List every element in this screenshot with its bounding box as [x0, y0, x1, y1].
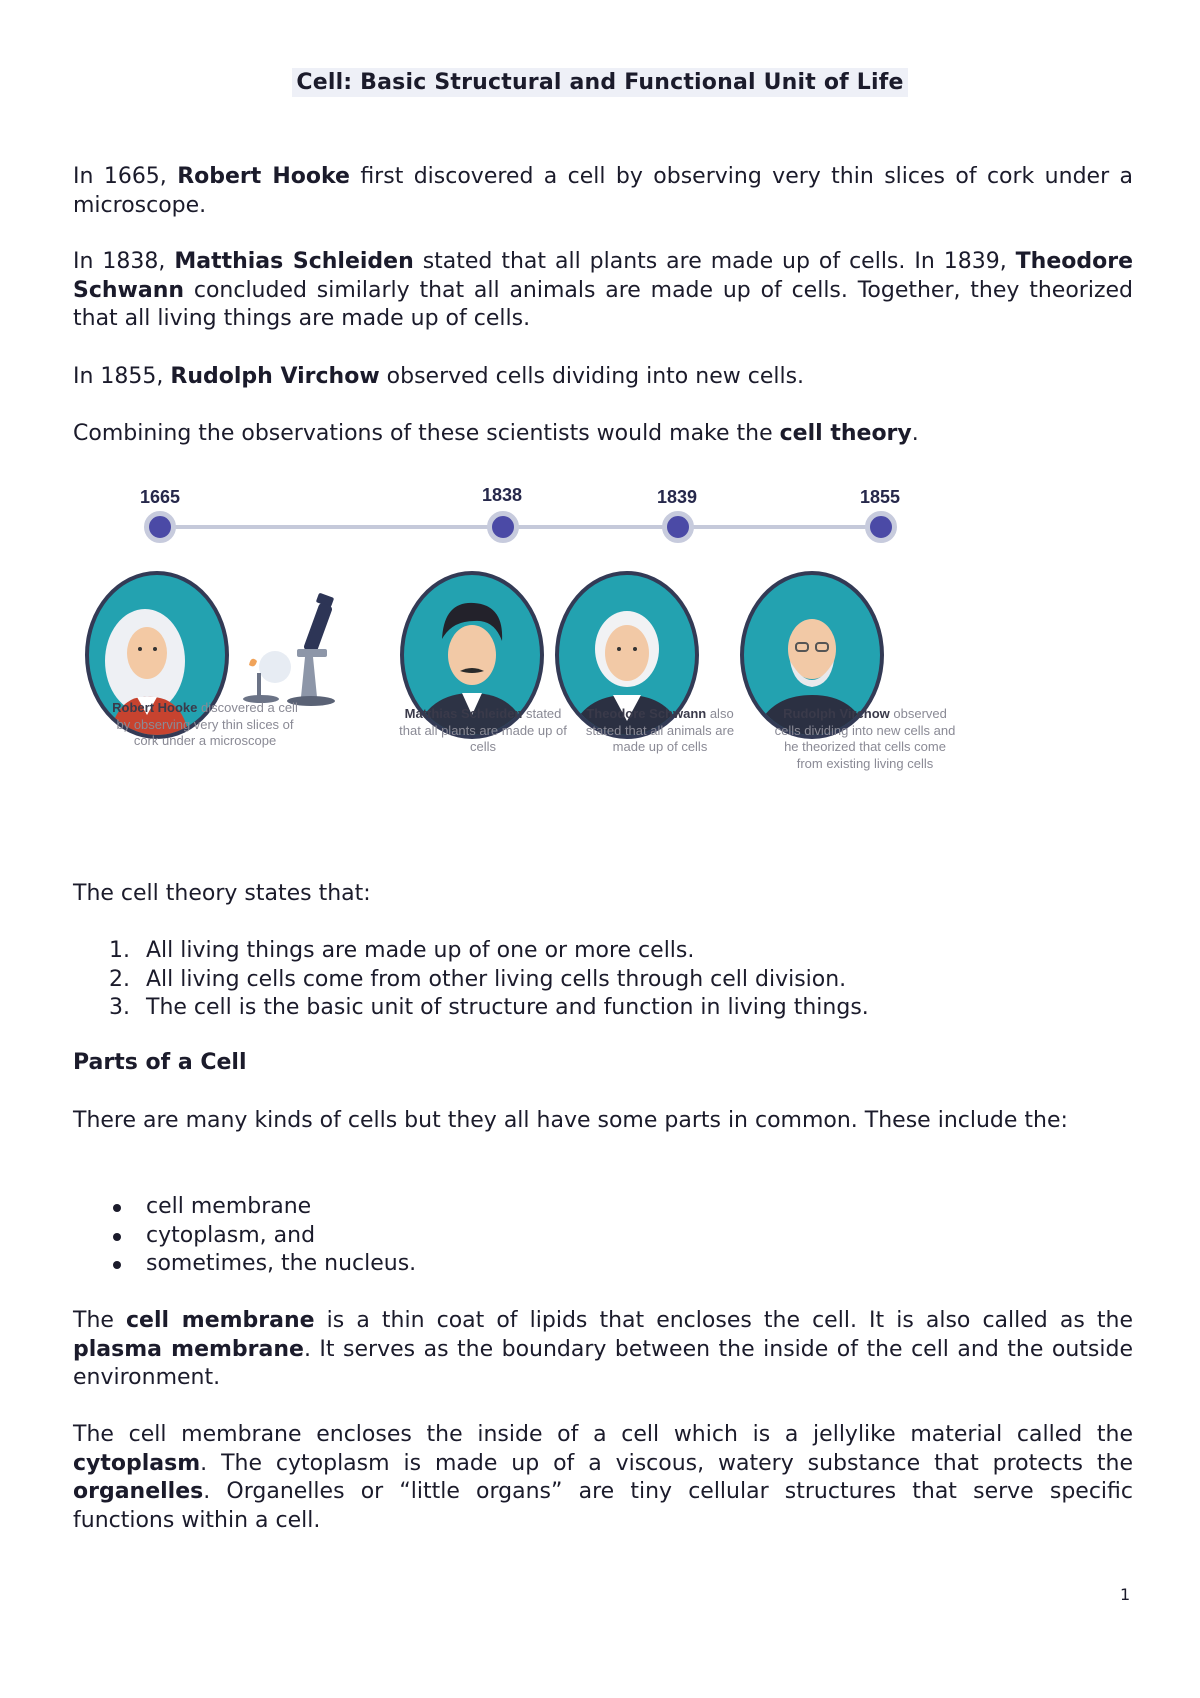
list-item: 2. All living cells come from other living cells through cell division.	[109, 966, 847, 992]
paragraph-virchow: In 1855, Rudolph Virchow observed cells dividing into new cells.	[73, 364, 805, 389]
cell-theory-statement: The cell theory states that:	[73, 881, 371, 906]
timeline-dot	[487, 511, 519, 543]
paragraph-schleiden-schwann: In 1838, Matthias Schleiden stated that all plants are made up of cells. In 1839, Theodore Schwann concluded similarly that all animals are made up of cells. Together, they theorized that all living things are made up of cells.	[73, 249, 1133, 331]
cell-parts-list	[73, 1193, 1133, 1279]
timeline-year-1838: 1838	[482, 485, 523, 505]
timeline-dot	[865, 511, 897, 543]
page-title: Cell: Basic Structural and Functional Unit of Life	[0, 70, 1200, 95]
timeline-year-1839: 1839	[657, 487, 698, 507]
list-item: cytoplasm, and	[73, 1222, 1133, 1251]
bullet-icon	[113, 1261, 121, 1269]
timeline-dot	[662, 511, 694, 543]
section-heading-parts-of-a-cell: Parts of a Cell	[73, 1050, 247, 1075]
paragraph-cell-membrane: The cell membrane is a thin coat of lipids that encloses the cell. It is also called as the plasma membrane. It serves as the boundary between the inside of the cell and the outside environment.	[73, 1308, 1133, 1390]
caption-schleiden: Matthias Schleiden stated that all plants are made up of cells	[399, 706, 567, 754]
parts-intro: There are many kinds of cells but they all have some parts in common. These include the:	[73, 1108, 1068, 1133]
list-item: 3. The cell is the basic unit of structure and function in living things.	[109, 995, 869, 1020]
timeline-line	[158, 525, 880, 529]
list-item: sometimes, the nucleus.	[73, 1250, 1133, 1279]
caption-hooke: Robert Hooke discovered a cell by observing very thin slices of cork under a microscope	[112, 700, 298, 748]
bullet-icon	[113, 1204, 121, 1212]
timeline-year-1665: 1665	[140, 487, 181, 507]
timeline-year-1855: 1855	[860, 487, 901, 507]
cell-theory-list	[73, 937, 1133, 1023]
cell-theory-timeline	[80, 475, 980, 855]
timeline-dot	[144, 511, 176, 543]
caption-schwann: Theodore Schwann also stated that all animals are made up of cells	[585, 706, 735, 754]
paragraph-cytoplasm: The cell membrane encloses the inside of a cell which is a jellylike material called the cytoplasm. The cytoplasm is made up of a viscous, watery substance that protects the organelles. Organelles or “little organs” are tiny cellular structures that serve specific functions within a cell.	[73, 1422, 1133, 1533]
paragraph-hooke: In 1665, Robert Hooke first discovered a cell by observing very thin slices of cork under a microscope.	[73, 164, 1133, 218]
paragraph-cell-theory-intro: Combining the observations of these scientists would make the cell theory.	[73, 421, 919, 446]
bullet-icon	[113, 1233, 121, 1241]
microscope-illustration	[235, 587, 365, 717]
page-number: 1	[1120, 1585, 1131, 1604]
list-item: cell membrane	[73, 1193, 1133, 1222]
list-item: 1. All living things are made up of one or more cells.	[109, 938, 695, 963]
caption-virchow: Rudolph Virchow observed cells dividing into new cells and he theorized that cells come from existing living cells	[774, 706, 956, 771]
